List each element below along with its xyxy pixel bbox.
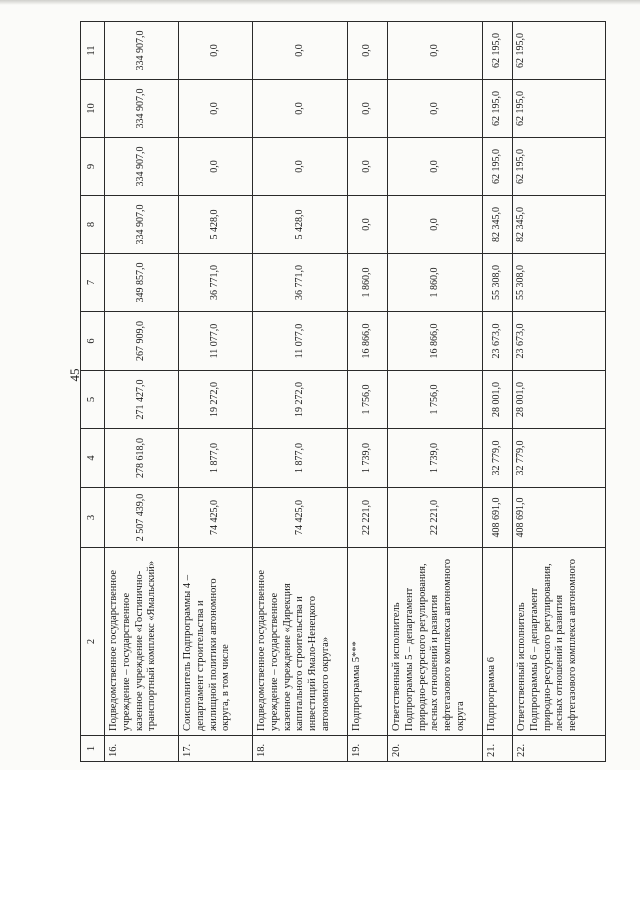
cell-value: 0,0 xyxy=(253,22,348,80)
column-header: 11 xyxy=(81,22,105,80)
cell-value: 62 195,0 xyxy=(483,80,513,138)
cell-value: 1 756,0 xyxy=(348,371,388,429)
cell-value: 74 425,0 xyxy=(179,488,253,548)
cell-value: 19 272,0 xyxy=(253,371,348,429)
column-header: 7 xyxy=(81,254,105,312)
column-header: 9 xyxy=(81,138,105,196)
cell-value: 62 195,0 xyxy=(513,138,606,196)
cell-value: 11 077,0 xyxy=(179,312,253,371)
cell-value: 1 860,0 xyxy=(348,254,388,312)
table-row xyxy=(179,22,253,762)
row-name: Ответственный исполнитель Подпрограммы 6 – департамент природно-ресурсного регулирования, лесных отношений и развития нефтегазового комплекса автономного xyxy=(513,548,606,736)
cell-value: 0,0 xyxy=(179,22,253,80)
row-index: 22. xyxy=(513,736,606,762)
cell-value: 2 507 439,0 xyxy=(105,488,179,548)
cell-value: 278 618,0 xyxy=(105,429,179,488)
cell-value: 23 673,0 xyxy=(513,312,606,371)
cell-value: 32 779,0 xyxy=(483,429,513,488)
cell-value: 28 001,0 xyxy=(513,371,606,429)
cell-value: 0,0 xyxy=(388,22,483,80)
cell-value: 1 860,0 xyxy=(388,254,483,312)
row-index: 21. xyxy=(483,736,513,762)
cell-value: 16 866,0 xyxy=(348,312,388,371)
cell-value: 62 195,0 xyxy=(513,22,606,80)
cell-value: 55 308,0 xyxy=(483,254,513,312)
cell-value: 22 221,0 xyxy=(348,488,388,548)
cell-value: 408 691,0 xyxy=(483,488,513,548)
column-header: 3 xyxy=(81,488,105,548)
cell-value: 334 907,0 xyxy=(105,80,179,138)
cell-value: 1 877,0 xyxy=(179,429,253,488)
cell-value: 74 425,0 xyxy=(253,488,348,548)
cell-value: 36 771,0 xyxy=(253,254,348,312)
cell-value: 0,0 xyxy=(348,22,388,80)
cell-value: 0,0 xyxy=(388,80,483,138)
column-header: 10 xyxy=(81,80,105,138)
cell-value: 19 272,0 xyxy=(179,371,253,429)
cell-value: 0,0 xyxy=(388,138,483,196)
table-row xyxy=(513,22,606,762)
cell-value: 349 857,0 xyxy=(105,254,179,312)
row-index: 17. xyxy=(179,736,253,762)
table-header-row xyxy=(81,22,105,762)
cell-value: 82 345,0 xyxy=(513,196,606,254)
cell-value: 408 691,0 xyxy=(513,488,606,548)
cell-value: 271 427,0 xyxy=(105,371,179,429)
cell-value: 11 077,0 xyxy=(253,312,348,371)
cell-value: 0,0 xyxy=(348,196,388,254)
table-row xyxy=(483,22,513,762)
blank-area xyxy=(0,770,640,905)
cell-value: 22 221,0 xyxy=(388,488,483,548)
cell-value: 62 195,0 xyxy=(513,80,606,138)
cell-value: 0,0 xyxy=(253,80,348,138)
table-row xyxy=(253,22,348,762)
cell-value: 1 877,0 xyxy=(253,429,348,488)
cell-value: 62 195,0 xyxy=(483,22,513,80)
table-rotator xyxy=(80,22,605,762)
cell-value: 0,0 xyxy=(388,196,483,254)
cell-value: 334 907,0 xyxy=(105,138,179,196)
table-row xyxy=(348,22,388,762)
cell-value: 28 001,0 xyxy=(483,371,513,429)
table-row xyxy=(105,22,179,762)
cell-value: 0,0 xyxy=(253,138,348,196)
scan-top-edge xyxy=(0,0,640,5)
cell-value: 0,0 xyxy=(179,138,253,196)
cell-value: 16 866,0 xyxy=(388,312,483,371)
column-header: 5 xyxy=(81,371,105,429)
row-name: Соисполнитель Подпрограммы 4 – департамент строительства и жилищной политики автономного округа, в том числе xyxy=(179,548,253,736)
cell-value: 1 756,0 xyxy=(388,371,483,429)
cell-value: 1 739,0 xyxy=(388,429,483,488)
row-name: Подпрограмма 5*** xyxy=(348,548,388,736)
cell-value: 5 428,0 xyxy=(179,196,253,254)
cell-value: 267 909,0 xyxy=(105,312,179,371)
cell-value: 1 739,0 xyxy=(348,429,388,488)
column-header: 8 xyxy=(81,196,105,254)
cell-value: 0,0 xyxy=(348,80,388,138)
row-name: Подпрограмма 6 xyxy=(483,548,513,736)
page-number-text: 45 xyxy=(67,368,82,382)
table-row xyxy=(388,22,483,762)
row-index: 18. xyxy=(253,736,348,762)
cell-value: 36 771,0 xyxy=(179,254,253,312)
column-header: 4 xyxy=(81,429,105,488)
column-header: 2 xyxy=(81,548,105,736)
cell-value: 55 308,0 xyxy=(513,254,606,312)
row-index: 16. xyxy=(105,736,179,762)
cell-value: 82 345,0 xyxy=(483,196,513,254)
cell-value: 0,0 xyxy=(348,138,388,196)
row-index: 20. xyxy=(388,736,483,762)
cell-value: 334 907,0 xyxy=(105,22,179,80)
cell-value: 0,0 xyxy=(179,80,253,138)
budget-table xyxy=(80,21,606,762)
cell-value: 62 195,0 xyxy=(483,138,513,196)
row-name: Подведомственное государственное учреждение – государственное казенное учреждение «Гостинично-транспортный комплекс «Ямальский» xyxy=(105,548,179,736)
column-header: 1 xyxy=(81,736,105,762)
cell-value: 23 673,0 xyxy=(483,312,513,371)
row-index: 19. xyxy=(348,736,388,762)
cell-value: 334 907,0 xyxy=(105,196,179,254)
column-header: 6 xyxy=(81,312,105,371)
row-name: Подведомственное государственное учреждение – государственное казенное учреждение «Дирекция капитального строительства и инвестиций Ямало-Ненецкого автономного округа» xyxy=(253,548,348,736)
cell-value: 32 779,0 xyxy=(513,429,606,488)
row-name: Ответственный исполнитель Подпрограммы 5 – департамент природно-ресурсного регулирования, лесных отношений и развития нефтегазового комплекса автономного округа xyxy=(388,548,483,736)
cell-value: 5 428,0 xyxy=(253,196,348,254)
landscape-table-wrap xyxy=(80,22,605,762)
